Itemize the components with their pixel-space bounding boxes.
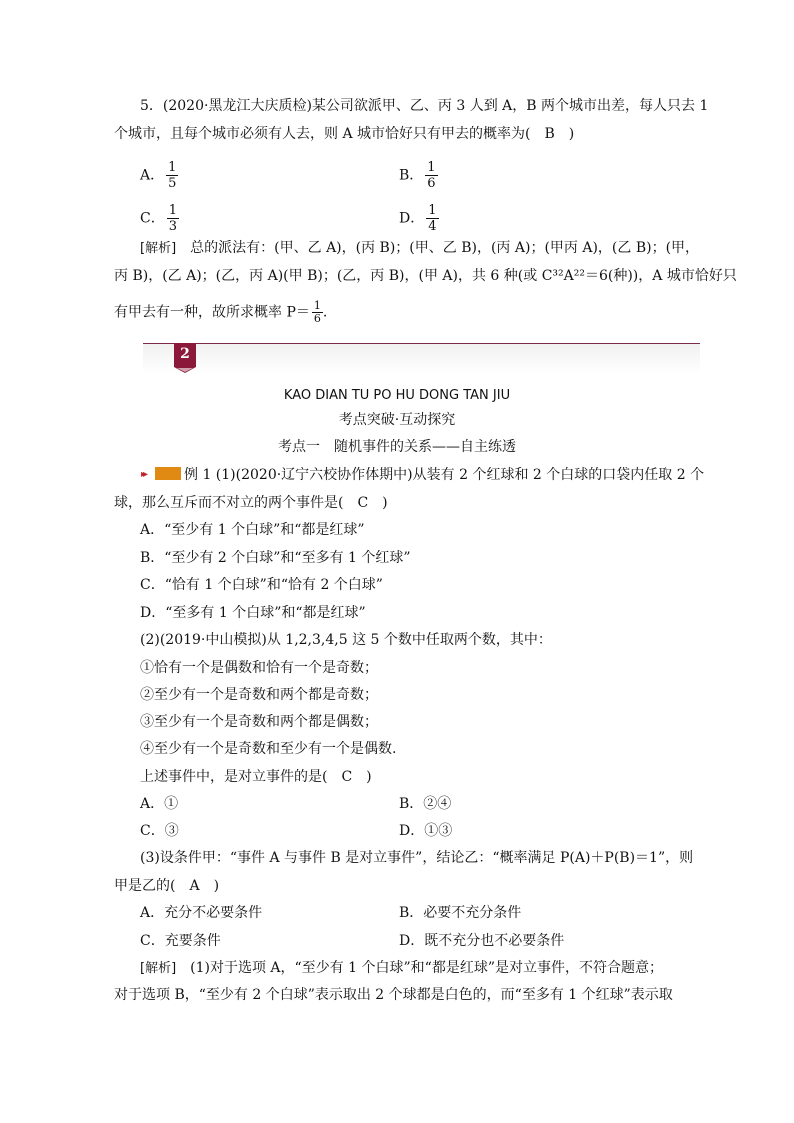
ex1-p2-option-c: C．③ bbox=[140, 823, 179, 839]
ex1-p2-item-4: ④至少有一个是奇数和至少有一个是偶数. bbox=[140, 741, 397, 757]
ex1-p3-option-d: D．既不充分也不必要条件 bbox=[399, 933, 565, 949]
q5-stem-line1: 5．(2020·黑龙江大庆质检)某公司欲派甲、乙、丙 3 人到 A，B 两个城市出差，每人只去 1 bbox=[140, 98, 709, 114]
q5-solution-line2: 丙 B)，(乙 A)；(乙，丙 A)(甲 B)；(乙，丙 B)，(甲 A)，共 6 种(或 C³²A²²＝6(种))，A 城市恰好只 bbox=[114, 268, 737, 284]
section-pinyin: KAO DIAN TU PO HU DONG TAN JIU bbox=[283, 388, 511, 403]
section-title: 考点突破·互动探究 bbox=[338, 412, 456, 428]
q5-solution-line1: [解析] 总的派法有：(甲、乙 A)，(丙 B)；(甲、乙 B)，(丙 A)；(甲丙 A)，(乙 B)；(甲， bbox=[140, 240, 700, 256]
ex1-p2-option-d: D．①③ bbox=[399, 823, 453, 839]
q5-option-c: C． $\frac{1}{3}$ bbox=[140, 203, 177, 234]
q5-solution-line3: 有甲去有一种，故所求概率 P＝ $\frac{1}{6}$ . bbox=[114, 299, 328, 325]
ex1-p2-item-1: ①恰有一个是偶数和恰有一个是奇数； bbox=[140, 660, 378, 676]
ex1-p2-line1: (2)(2019·中山模拟)从 1,2,3,4,5 这 5 个数中任取两个数，其中： bbox=[140, 632, 552, 648]
ex1-p2-option-a: A．① bbox=[140, 796, 179, 812]
ex1-p3-option-b: B．必要不充分条件 bbox=[399, 905, 522, 921]
ex1-p1-option-c: C．“恰有 1 个白球”和“恰有 2 个白球” bbox=[140, 577, 383, 593]
ex1-p1-option-b: B．“至少有 2 个白球”和“至多有 1 个红球” bbox=[140, 550, 411, 566]
solution-tag: [解析] bbox=[140, 961, 177, 976]
q5-option-b: B． $\frac{1}{6}$ bbox=[399, 160, 436, 191]
section-subtitle: 考点一 随机事件的关系——自主练透 bbox=[278, 439, 516, 455]
solution-tag: [解析] bbox=[140, 241, 177, 256]
q5-option-d: D． $\frac{1}{4}$ bbox=[399, 203, 437, 234]
section-number: 2 bbox=[180, 346, 190, 362]
q5-stem-line2: 个城市，且每个城市必须有人去，则 A 城市恰好只有甲去的概率为( B ) bbox=[114, 126, 575, 142]
example-arrow-icon: ▸▸ bbox=[141, 469, 146, 480]
ex1-p2-question: 上述事件中，是对立事件的是( C ) bbox=[140, 769, 372, 785]
ex1-p1-line2: 球，那么互斥而不对立的两个事件是( C ) bbox=[114, 495, 388, 511]
example-marker bbox=[155, 467, 181, 480]
ex1-p3-option-c: C．充要条件 bbox=[140, 933, 221, 949]
ex1-p1-line1: 例 1 (1)(2020·辽宁六校协作体期中)从装有 2 个红球和 2 个白球的口袋内任取 2 个 bbox=[184, 467, 705, 483]
ex1-p3-option-a: A．充分不必要条件 bbox=[140, 905, 263, 921]
ex1-p3-line2: 甲是乙的( A ) bbox=[114, 878, 220, 894]
q5-option-a: A． $\frac{1}{5}$ bbox=[140, 160, 177, 191]
ex1-solution-line2: 对于选项 B，“至少有 2 个白球”表示取出 2 个球都是白色的，而“至多有 1 个红球”表示取 bbox=[114, 987, 673, 1003]
section-band bbox=[143, 344, 700, 374]
ex1-p2-item-2: ②至少有一个是奇数和两个都是奇数； bbox=[140, 687, 378, 703]
ex1-p3-line1: (3)设条件甲：“事件 A 与事件 B 是对立事件”，结论乙：“概率满足 P(A)＋P(B)＝1”，则 bbox=[140, 850, 694, 866]
section-divider bbox=[143, 343, 700, 344]
ex1-p2-option-b: B．②④ bbox=[399, 796, 452, 812]
ex1-p1-option-a: A．“至少有 1 个白球”和“都是红球” bbox=[140, 522, 365, 538]
ex1-solution-line1: [解析] (1)对于选项 A，“至少有 1 个白球”和“都是红球”是对立事件，不符合题意； bbox=[140, 960, 663, 976]
ex1-p1-option-d: D．“至多有 1 个白球”和“都是红球” bbox=[140, 605, 366, 621]
ex1-p2-item-3: ③至少有一个是奇数和两个都是偶数； bbox=[140, 714, 378, 730]
